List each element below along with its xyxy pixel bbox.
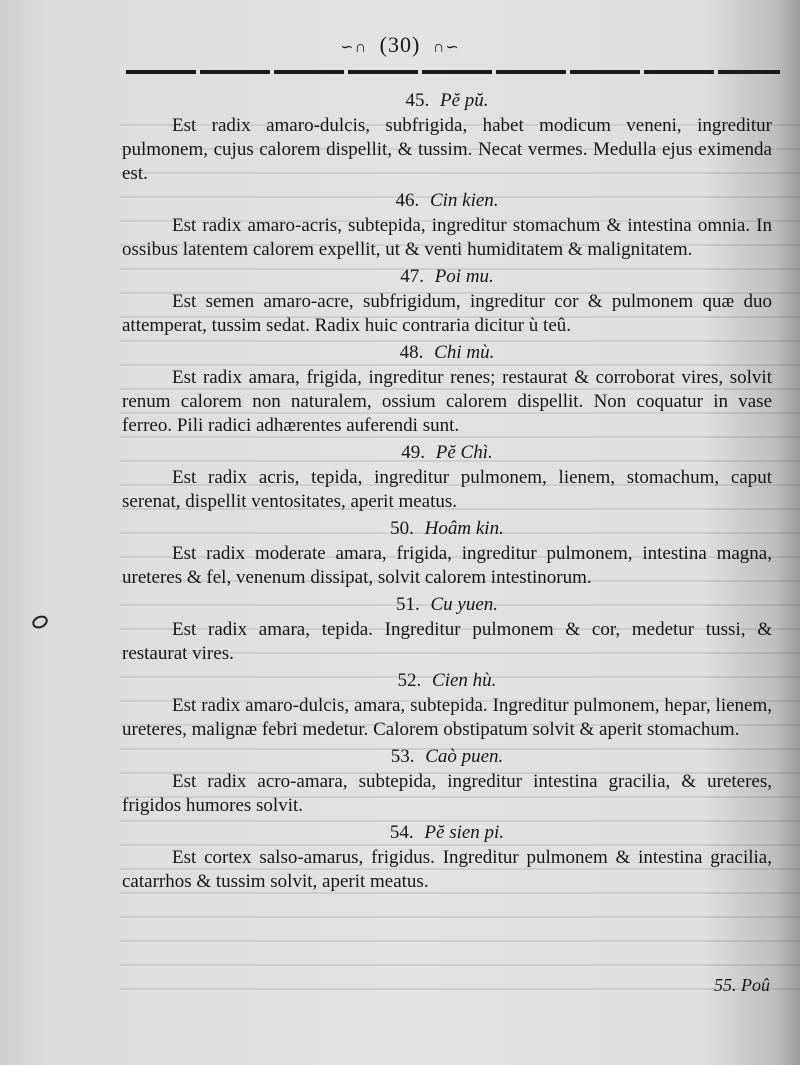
page-content	[122, 88, 772, 896]
entry-47	[122, 264, 772, 338]
entry-title: Pĕ sien pi.	[424, 822, 505, 843]
entry-number: 50.	[390, 518, 414, 539]
entry-text: Est radix amara, tepida. Ingreditur pulmonem & cor, medetur tussi, & restaurat vires.	[122, 619, 772, 664]
entry-heading	[122, 340, 772, 366]
entry-49	[122, 440, 772, 514]
entry-52	[122, 668, 772, 742]
entry-number: 47.	[400, 266, 424, 287]
entry-text: Est radix amara, frigida, ingreditur renes; restaurat & corroborat vires, solvit renum calorem non naturalem, ossium calorem dispellit. Non coquatur in vase ferreo. Pili radici adhærentes auferendi sunt.	[122, 367, 772, 436]
entry-heading	[122, 264, 772, 290]
entry-number: 51.	[395, 594, 420, 615]
entry-number: 45.	[405, 90, 430, 111]
entry-heading	[122, 668, 772, 694]
header-rule	[126, 70, 780, 74]
entry-text: Est cortex salso-amarus, frigidus. Ingreditur pulmonem & intestina gracilia, catarrhos & tussim solvit, aperit meatus.	[122, 847, 772, 892]
entry-title: Cu yuen.	[430, 594, 499, 615]
page-header	[0, 32, 800, 62]
entry-number: 46.	[395, 190, 420, 211]
entry-heading	[122, 88, 772, 114]
entry-text: Est semen amaro-acre, subfrigidum, ingreditur cor & pulmonem quæ duo attemperat, tussim sedat. Radix huic contraria dicitur ù teû.	[122, 291, 772, 336]
entry-title: Hoâm kin.	[424, 518, 504, 539]
entry-number: 48.	[399, 342, 424, 363]
entry-text: Est radix acris, tepida, ingreditur pulmonem, lienem, stomachum, caput serenat, dispellit ventositates, aperit meatus.	[122, 467, 772, 512]
entry-text: Est radix amaro-dulcis, amara, subtepida. Ingreditur pulmonem, hepar, lienem, ureteres, malignæ febri medetur. Calorem obstipatum solvit & aperit stomachum.	[122, 695, 772, 740]
entry-title: Pĕ Chì.	[435, 442, 493, 463]
entry-heading	[122, 440, 772, 466]
entry-50	[122, 516, 772, 590]
entry-text: Est radix moderate amara, frigida, ingreditur pulmonem, intestina magna, ureteres & fel, venenum dissipat, solvit calorem intestinorum.	[122, 543, 772, 588]
entry-54	[122, 820, 772, 894]
entry-heading	[122, 744, 772, 770]
entry-heading	[122, 188, 772, 214]
header-left-ornament: ∽∩	[340, 38, 368, 56]
header-right-ornament: ∩∽	[432, 38, 460, 56]
entry-51	[122, 592, 772, 666]
page-number: (30)	[379, 32, 421, 57]
entry-heading	[122, 592, 772, 618]
entry-number: 52.	[397, 670, 422, 691]
entry-heading	[122, 516, 772, 542]
entry-title: Chi mù.	[434, 342, 495, 363]
entry-46	[122, 188, 772, 262]
entry-title: Caò puen.	[425, 746, 504, 767]
entry-text: Est radix acro-amara, subtepida, ingreditur intestina gracilia, & ureteres, frigidos humores solvit.	[122, 771, 772, 816]
entry-48	[122, 340, 772, 438]
entry-text: Est radix amaro-dulcis, subfrigida, habet modicum veneni, ingreditur pulmonem, cujus calorem dispellit, & tussim. Necat vermes. Medulla ejus eximenda est.	[122, 115, 772, 184]
ink-blot	[30, 613, 50, 631]
entry-text: Est radix amaro-acris, subtepida, ingreditur stomachum & intestina omnia. In ossibus latentem calorem expellit, ut & venti humiditatem & malignitatem.	[122, 215, 772, 260]
entry-heading	[122, 820, 772, 846]
entry-title: Poi mu.	[434, 266, 494, 287]
entry-number: 53.	[390, 746, 415, 767]
entry-number: 49.	[401, 442, 425, 463]
entry-45	[122, 88, 772, 186]
entry-title: Cin kien.	[429, 190, 499, 211]
entry-title: Pĕ pŭ.	[439, 90, 489, 111]
entry-title: Cien hù.	[432, 670, 497, 691]
entry-53	[122, 744, 772, 818]
entry-number: 54.	[389, 822, 414, 843]
catchword: 55. Poû	[714, 975, 770, 995]
